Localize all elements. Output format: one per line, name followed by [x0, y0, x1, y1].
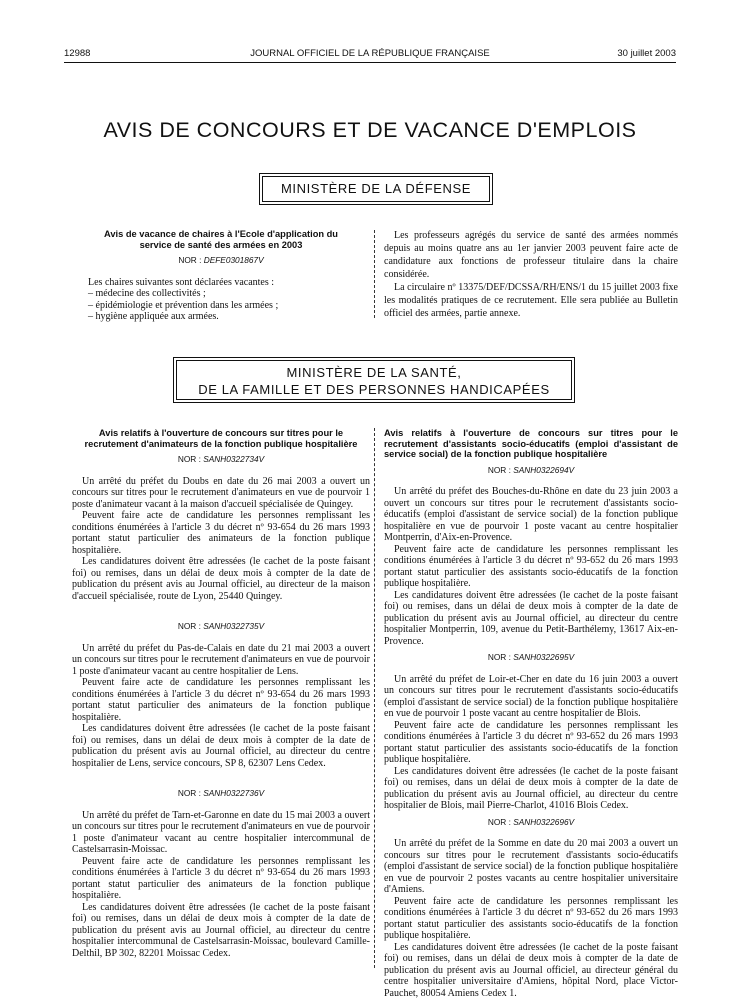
- nor-code: SANH0322736V: [203, 788, 264, 798]
- defense-right-column: [384, 229, 678, 320]
- defense-left-column: [88, 229, 354, 323]
- nor-code: SANH0322694V: [513, 465, 574, 475]
- animateurs-column: [72, 428, 370, 959]
- section-paragraph: Les candidatures doivent être adressées (le cachet de la poste faisant foi) ou remises, dans un délai de deux mois à compter de la date de publication du présent avis au Journal officiel, au directeur général du centre hospitalier universitaire d'Amiens, hôpital Nord, place Victor-Pauchet, 80054 Amiens Cedex 1.: [384, 942, 678, 999]
- section-paragraph: Un arrêté du préfet des Bouches-du-Rhône en date du 23 juin 2003 a ouvert un concours sur titres pour le recrutement d'assistants socio-éducatifs (emploi d'assistant de service social) de la fonction publique hospitalière en vue de pourvoir 1 poste vacant au centre hospitalier Montperrin, d'Aix-en-Provence.: [384, 486, 678, 544]
- section-nor: [72, 788, 370, 800]
- column-divider: [374, 428, 375, 968]
- section-paragraph: Peuvent faire acte de candidature les personnes remplissant les conditions énumérées à l'article 3 du décret nº 93-652 du 26 mars 1993 portant statut particulier des assistants socio-éducatifs de la fonction publique hospitalière.: [384, 720, 678, 766]
- page-number: 12988: [64, 48, 90, 59]
- section-paragraph: Un arrêté du préfet de la Somme en date du 20 mai 2003 a ouvert un concours sur titres pour le recrutement d'assistants socio-éducatifs (emploi d'assistant de service social) de la fonction publique hospitalière en vue de pourvoir 2 postes vacants au centre hospitalier universitaire d'Amiens.: [384, 838, 678, 896]
- ministry-health-line1: MINISTÈRE DE LA SANTÉ,: [177, 364, 571, 381]
- nor-code: SANH0322695V: [513, 652, 574, 662]
- nor-label: NOR :: [178, 788, 201, 798]
- defense-item: – médecine des collectivités ;: [88, 288, 354, 300]
- nor-code: SANH0322696V: [513, 817, 574, 827]
- section-nor: [384, 465, 678, 477]
- section-paragraph: Un arrêté du préfet du Doubs en date du 26 mai 2003 a ouvert un concours sur titres pour le recrutement d'animateurs en vue de pourvoir 1 poste d'animateur vacant à la maison d'accueil spécialisée de Quingey.: [72, 476, 370, 511]
- nor-code: DEFE0301867V: [204, 255, 264, 265]
- section-paragraph: Un arrêté du préfet du Pas-de-Calais en date du 21 mai 2003 a ouvert un concours sur titres pour le recrutement d'animateurs en vue de pourvoir 1 poste d'animateur vacant au centre hospitalier de Lens.: [72, 643, 370, 678]
- nor-code: SANH0322734V: [203, 454, 264, 464]
- section-nor: [72, 621, 370, 633]
- nor-code: SANH0322735V: [203, 621, 264, 631]
- header-rule: [64, 62, 676, 63]
- nor-label: NOR :: [178, 255, 201, 265]
- nor-label: NOR :: [488, 817, 511, 827]
- column-divider: [374, 230, 375, 318]
- defense-intro: Les chaires suivantes sont déclarées vacantes :: [88, 277, 354, 289]
- assistants-column: [384, 428, 678, 999]
- ministry-health-line2: DE LA FAMILLE ET DES PERSONNES HANDICAPÉES: [177, 381, 571, 398]
- section-paragraph: Peuvent faire acte de candidature les personnes remplissant les conditions énumérées à l'article 3 du décret nº 93-652 du 26 mars 1993 portant statut particulier des assistants socio-éducatifs de la fonction publique hospitalière.: [384, 896, 678, 942]
- ministry-health-heading: [176, 360, 572, 400]
- issue-date: 30 juillet 2003: [617, 48, 676, 59]
- section-paragraph: Un arrêté du préfet de Tarn-et-Garonne en date du 15 mai 2003 a ouvert un concours sur titres pour le recrutement d'animateurs en vue de pourvoir 1 poste d'animateur vacant au centre hospitalier intercommunal de Castelsarrasin-Moissac.: [72, 810, 370, 856]
- defense-item: – hygiène appliquée aux armées.: [88, 311, 354, 323]
- ministry-defense-label: MINISTÈRE DE LA DÉFENSE: [281, 181, 471, 196]
- section-paragraph: Peuvent faire acte de candidature les personnes remplissant les conditions énumérées à l'article 3 du décret nº 93-652 du 26 mars 1993 portant statut particulier des assistants socio-éducatifs de la fonction publique hospitalière.: [384, 544, 678, 590]
- nor-label: NOR :: [178, 454, 201, 464]
- section-paragraph: Peuvent faire acte de candidature les personnes remplissant les conditions énumérées à l'article 3 du décret nº 93-654 du 26 mars 1993 portant statut particulier des animateurs de la fonction publique hospitalière.: [72, 677, 370, 723]
- assistants-notice-title: Avis relatifs à l'ouverture de concours sur titres pour le recrutement d'assistants socio-éducatifs (emploi d'assistant de service social) de la fonction publique hospitalière: [384, 428, 678, 460]
- ministry-defense-heading: [262, 176, 490, 202]
- section-nor: [384, 652, 678, 664]
- section-nor: [72, 454, 370, 466]
- journal-title: JOURNAL OFFICIEL DE LA RÉPUBLIQUE FRANÇAISE: [250, 48, 490, 59]
- defense-right-p2: La circulaire nº 13375/DEF/DCSSA/RH/ENS/1 du 15 juillet 2003 fixe les modalités pratiques de ce recrutement. Elle sera publiée au Bulletin officiel des armées, partie annexe.: [384, 281, 678, 320]
- section-nor: [384, 817, 678, 829]
- section-paragraph: Un arrêté du préfet de Loir-et-Cher en date du 16 juin 2003 a ouvert un concours sur titres pour le recrutement d'assistants socio-éducatifs (emploi d'assistant de service social) de la fonction publique hospitalière en vue de pourvoir 1 poste vacant au centre hospitalier de Blois.: [384, 674, 678, 720]
- section-paragraph: Les candidatures doivent être adressées (le cachet de la poste faisant foi) ou remises, dans un délai de deux mois à compter de la date de publication du présent avis au Journal officiel, au directeur du centre hospitalier Montperrin, 109, avenue du Petit-Barthélemy, 13617 Aix-en-Provence.: [384, 590, 678, 648]
- section-paragraph: Les candidatures doivent être adressées (le cachet de la poste faisant foi) ou remises, dans un délai de deux mois à compter de la date de publication du présent avis au Journal officiel, au directeur de la maison d'accueil spécialisée, route de Lyon, 25440 Quingey.: [72, 556, 370, 602]
- animateurs-notice-title: Avis relatifs à l'ouverture de concours sur titres pour le recrutement d'animateurs de la fonction publique hospitalière: [72, 428, 370, 449]
- nor-label: NOR :: [488, 465, 511, 475]
- section-paragraph: Peuvent faire acte de candidature les personnes remplissant les conditions énumérées à l'article 3 du décret nº 93-654 du 26 mars 1993 portant statut particulier des animateurs de la fonction publique hospitalière.: [72, 856, 370, 902]
- defense-item: – épidémiologie et prévention dans les armées ;: [88, 300, 354, 312]
- section-paragraph: Les candidatures doivent être adressées (le cachet de la poste faisant foi) ou remises, dans un délai de deux mois à compter de la date de publication du présent avis au Journal officiel, au directeur du centre hospitalier de Lens, service concours, SP 8, 62307 Lens Cedex.: [72, 723, 370, 769]
- nor-label: NOR :: [488, 652, 511, 662]
- section-paragraph: Les candidatures doivent être adressées (le cachet de la poste faisant foi) ou remises, dans un délai de deux mois à compter de la date de publication du présent avis au Journal officiel, au directeur du centre hospitalier intercommunal de Castelsarrasin-Moissac, boulevard Camille-Delthil, BP 302, 82201 Moissac Cedex.: [72, 902, 370, 960]
- section-paragraph: Peuvent faire acte de candidature les personnes remplissant les conditions énumérées à l'article 3 du décret nº 93-654 du 26 mars 1993 portant statut particulier des animateurs de la fonction publique hospitalière.: [72, 510, 370, 556]
- defense-notice-title: Avis de vacance de chaires à l'Ecole d'application du service de santé des armées en 2003: [88, 229, 354, 250]
- defense-nor: [88, 255, 354, 267]
- page-title: AVIS DE CONCOURS ET DE VACANCE D'EMPLOIS: [64, 118, 676, 143]
- defense-right-p1: Les professeurs agrégés du service de santé des armées nommés depuis au moins quatre ans au 1er janvier 2003 peuvent faire acte de candidature aux fonctions de professeur titulaire dans la chaire considérée.: [384, 229, 678, 281]
- nor-label: NOR :: [178, 621, 201, 631]
- section-paragraph: Les candidatures doivent être adressées (le cachet de la poste faisant foi) ou remises, dans un délai de deux mois à compter de la date de publication du présent avis au Journal officiel, au directeur du centre hospitalier de Blois, mail Pierre-Charlot, 41016 Blois Cedex.: [384, 766, 678, 812]
